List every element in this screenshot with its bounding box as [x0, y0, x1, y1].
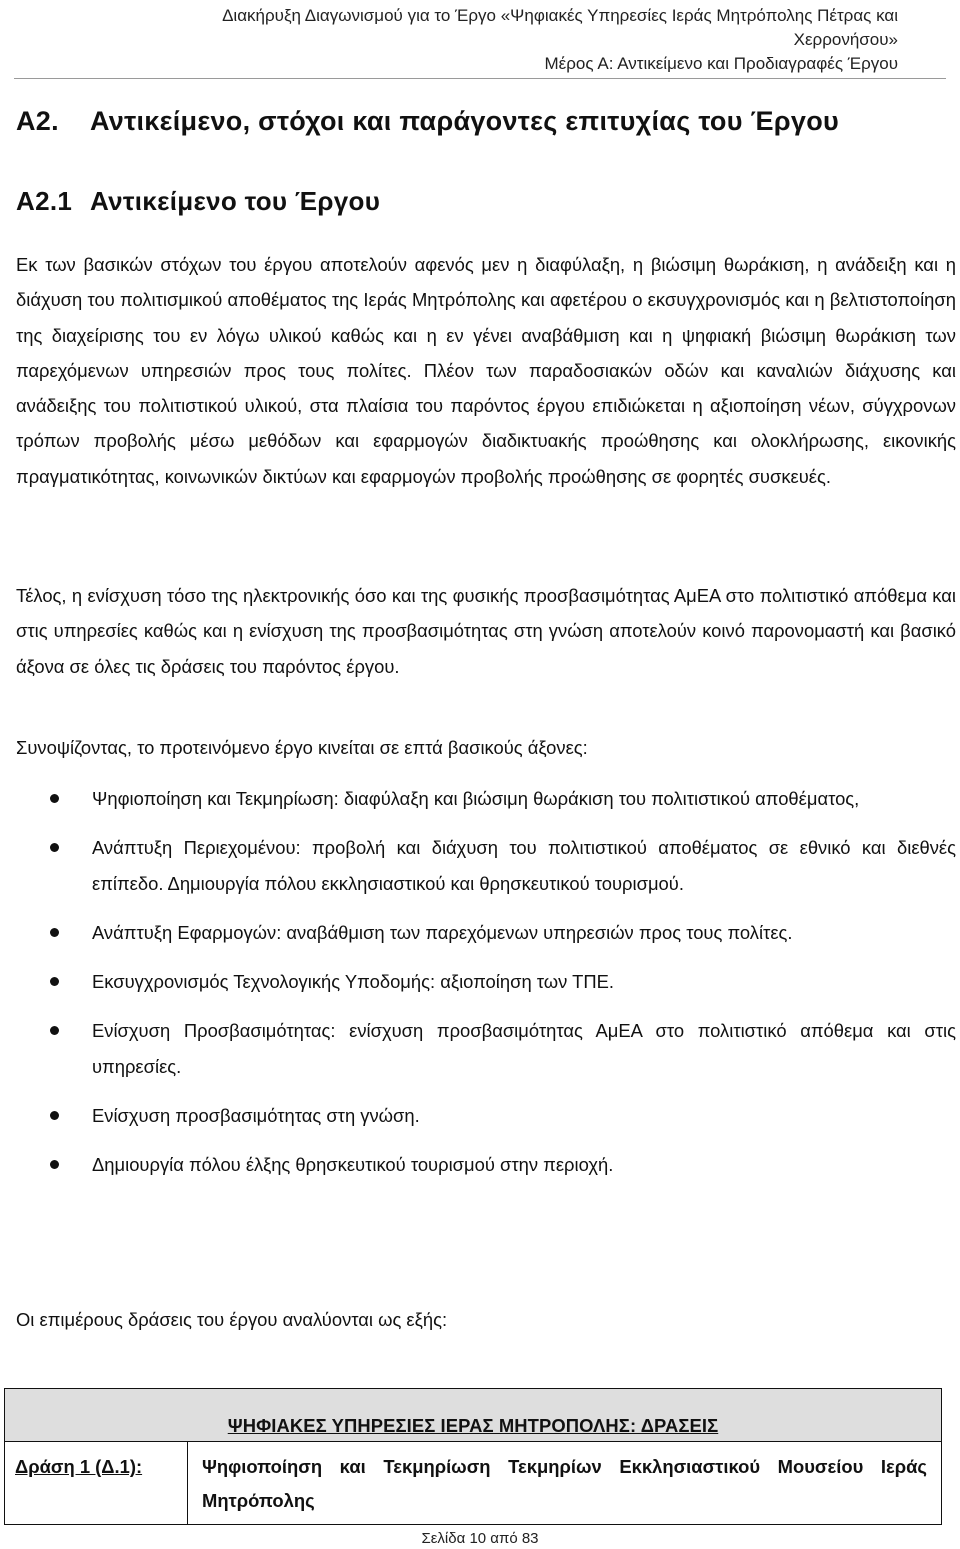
action-label-cell: Δράση 1 (Δ.1):: [5, 1442, 188, 1525]
list-item: [16, 964, 956, 999]
actions-table: [4, 1388, 942, 1525]
list-item-text: Ανάπτυξη Περιεχομένου: προβολή και διάχυση του πολιτιστικού αποθέματος σε εθνικό και διεθνές επίπεδο. Δημιουργία πόλου εκκλησιαστικού και θρησκευτικού τουρισμού.: [92, 837, 956, 894]
list-item: [16, 915, 956, 950]
section-title: Αντικείμενο, στόχοι και παράγοντες επιτυχίας του Έργου: [90, 106, 839, 136]
header-line-1: Διακήρυξη Διαγωνισμού για το Έργο «Ψηφιακές Υπηρεσίες Ιεράς Μητρόπολης Πέτρας και: [222, 6, 898, 25]
paragraph-accessibility: Τέλος, η ενίσχυση τόσο της ηλεκτρονικής όσο και της φυσικής προσβασιμότητας ΑμΕΑ στο πολιτιστικό απόθεμα και στις υπηρεσίες καθώς και η ενίσχυση της προσβασιμότητας στη γνώση αποτελούν κοινό παρονομαστή και βασικό άξονα σε όλες τις δράσεις του παρόντος έργου.: [16, 585, 956, 677]
list-item-text: Εκσυγχρονισμός Τεχνολογικής Υποδομής: αξιοποίηση των ΤΠΕ.: [92, 971, 615, 993]
axes-list: [16, 781, 956, 1197]
bullet-icon: [50, 843, 59, 852]
paragraph-actions-intro: Οι επιμέρους δράσεις του έργου αναλύονται ως εξής:: [16, 1309, 448, 1330]
list-item: [16, 1098, 956, 1133]
table-header-cell: [5, 1389, 942, 1442]
bullet-icon: [50, 928, 59, 937]
action-description-cell: Ψηφιοποίηση και Τεκμηρίωση Τεκμηρίων Εκκλησιαστικού Μουσείου Ιεράς Μητρόπολης: [188, 1442, 942, 1525]
list-item: [16, 1013, 956, 1084]
list-item: [16, 1147, 956, 1182]
list-item-text: Ψηφιοποίηση και Τεκμηρίωση: διαφύλαξη και βιώσιμη θωράκιση του πολιτιστικού αποθέματος,: [92, 788, 860, 809]
page-number: Σελίδα 10 από 83: [421, 1530, 539, 1547]
subsection-title: Αντικείμενο του Έργου: [90, 186, 381, 216]
paragraph-objectives: Εκ των βασικών στόχων του έργου αποτελούν αφενός μεν η διαφύλαξη, η βιώσιμη θωράκιση, η ανάδειξη και η διάχυση του πολιτισμικού αποθέματος της Ιεράς Μητρόπολης και αφετέρου ο εκσυγχρονισμός και η βελτιστοποίηση της διαχείρισης του εν λόγω υλικού καθώς και η εν γένει αναβάθμιση και η ψηφιακή βιώσιμη θωράκιση των παρεχόμενων υπηρεσιών προς τους πολίτες. Πλέον των παραδοσιακών οδών και καναλιών διάχυσης και ανάδειξης του πολιτιστικού υλικού, στα πλαίσια του παρόντος έργου επιδιώκεται η αξιοποίηση νέων, σύγχρονων τρόπων προβολής μέσω μεθόδων και εφαρμογών διαδικτυακής προώθησης και ολοκλήρωσης, εικονικής πραγματικότητας, κοινωνικών δικτύων και εφαρμογών προβολής προώθησης σε φορητές συσκευές.: [16, 254, 956, 487]
list-item: [16, 781, 956, 816]
bullet-icon: [50, 794, 59, 803]
section-heading: [16, 106, 839, 137]
section-number: Α2.: [16, 106, 59, 136]
subsection-number: Α2.1: [16, 186, 73, 216]
table-header-row: [5, 1389, 942, 1442]
bullet-icon: [50, 1160, 59, 1169]
bullet-icon: [50, 1026, 59, 1035]
header-line-2: Χερρονήσου»: [793, 30, 898, 49]
bullet-icon: [50, 1111, 59, 1120]
header-line-3: Μέρος Α: Αντικείμενο και Προδιαγραφές Έργου: [544, 54, 898, 73]
list-item-text: Ενίσχυση προσβασιμότητας στη γνώση.: [92, 1105, 420, 1127]
list-item: [16, 830, 956, 901]
table-header-text: ΨΗΦΙΑΚΕΣ ΥΠΗΡΕΣΙΕΣ ΙΕΡΑΣ ΜΗΤΡΟΠΟΛΗΣ: ΔΡΑΣΕΙΣ: [227, 1415, 719, 1436]
table-row: [5, 1442, 942, 1525]
list-item-text: Ενίσχυση Προσβασιμότητας: ενίσχυση προσβασιμότητας ΑμΕΑ στο πολιτιστικό απόθεμα και στις υπηρεσίες.: [92, 1020, 956, 1077]
list-item-text: Ανάπτυξη Εφαρμογών: αναβάθμιση των παρεχόμενων υπηρεσιών προς τους πολίτες.: [92, 921, 793, 943]
subsection-heading: [16, 186, 380, 217]
paragraph-summary-intro: Συνοψίζοντας, το προτεινόμενο έργο κινείται σε επτά βασικούς άξονες:: [16, 737, 588, 758]
running-header: [38, 4, 898, 76]
bullet-icon: [50, 977, 59, 986]
list-item-text: Δημιουργία πόλου έλξης θρησκευτικού τουρισμού στην περιοχή.: [92, 1154, 614, 1176]
header-divider: [14, 78, 946, 79]
